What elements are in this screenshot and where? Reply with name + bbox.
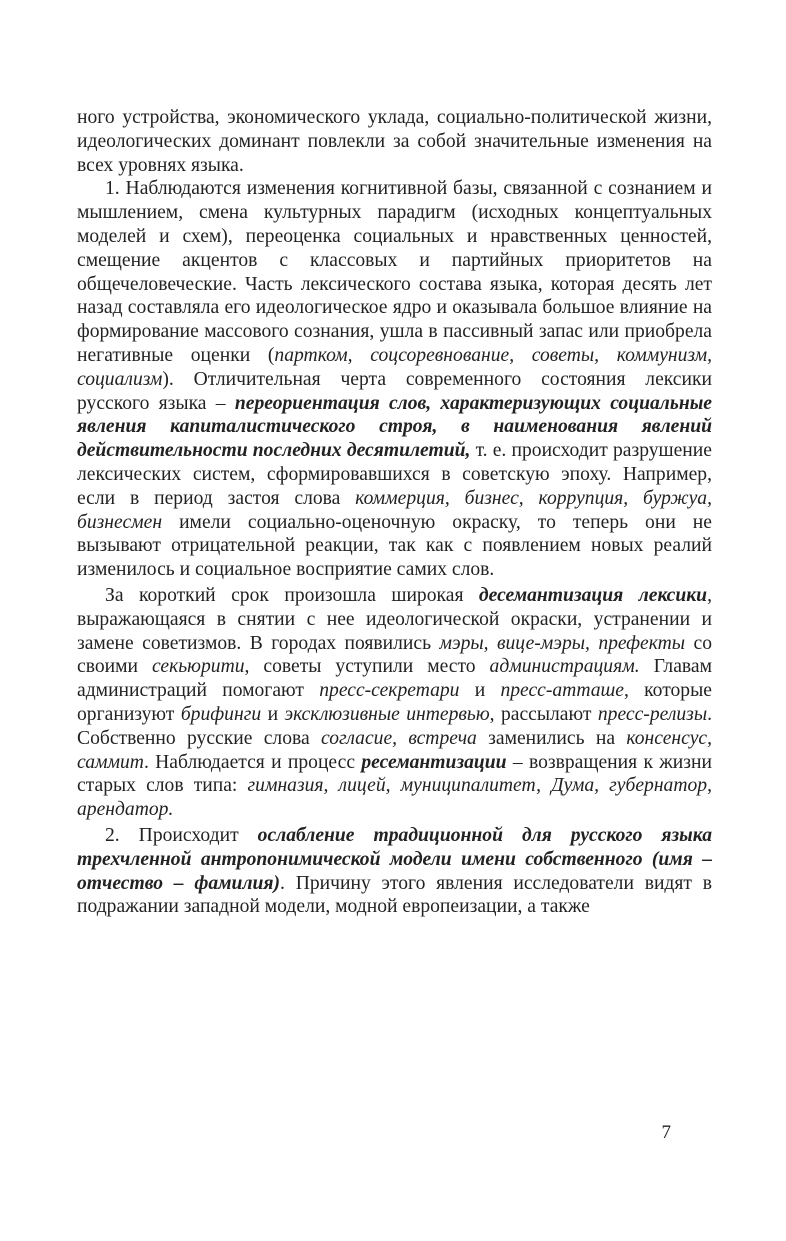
text-run: , которые организуют xyxy=(77,680,712,725)
text-run: заменились на xyxy=(476,727,627,749)
text-run: . Наблюдается и процесс xyxy=(143,751,362,773)
italic-term: мэры, вице-мэры, префекты xyxy=(439,632,686,654)
italic-term: секьюрити xyxy=(151,656,245,678)
italic-term: администрациям. xyxy=(489,656,640,678)
text-run: и xyxy=(459,680,501,702)
text-run: ). Отличительная черта современного состояния лексики русского языка – xyxy=(77,368,712,414)
italic-term: пресс-секретари xyxy=(319,680,460,702)
bold-italic-term: десемантизация лексики xyxy=(478,584,708,606)
italic-term: пресс-атташе xyxy=(500,680,625,702)
italic-term: эксклюзивные интервью xyxy=(284,703,490,725)
paragraph-intro xyxy=(77,106,712,177)
text-run: имели социально-оценочную окраску, то теперь они не вызывают отрицательной реакции, так как с появлением новых реалий изменилось и социальное восприятие самих слов. xyxy=(77,511,712,581)
italic-term: консенсус, саммит xyxy=(77,727,712,773)
text-run: , выражающаяся в снятии с нее идеологической окраски, устранении и замене советизмов. В городах появились xyxy=(77,584,712,654)
text-run: 2. Происходит xyxy=(105,824,258,846)
text-run: ного устройства, экономического уклада, социально-политической жизни, идеологических доминант повлекли за собой значительные изменения на всех уровнях языка. xyxy=(77,107,712,176)
paragraph-2 xyxy=(77,584,712,822)
text-run: . Причину этого явления исследователи видят в подражании западной модели, модной европеизации, а также xyxy=(77,872,712,918)
text-run: и xyxy=(261,703,285,725)
italic-term: согласие, встреча xyxy=(321,727,477,749)
text-run: . Собственно русские слова xyxy=(77,703,712,749)
paragraph-1 xyxy=(77,177,712,582)
italic-term: пресс-релизы xyxy=(597,703,708,725)
italic-term: гимназия, лицей, муниципалитет, Дума, губернатор, арендатор. xyxy=(77,775,712,821)
text-run: , рассылают xyxy=(489,703,598,725)
text-run: , советы уступили место xyxy=(244,656,490,678)
bold-italic-term: переориентация слов, характеризующих социальные явления капиталистического строя, в наименования явлений действительности последних десятилетий, xyxy=(77,392,712,462)
text-run: – возвращения к жизни старых слов типа: xyxy=(77,751,713,797)
italic-term: коммерция, бизнес, коррупция, буржуа, бизнесмен xyxy=(77,487,713,533)
page-body xyxy=(77,106,712,919)
text-run: со своими xyxy=(77,632,712,678)
text-run: т. е. происходит разрушение лексических систем, сформировавшихся в советскую эпоху. Например, если в период застоя слова xyxy=(77,440,712,509)
italic-term: партком, соцсоревнование, советы, коммунизм, социализм xyxy=(77,344,712,390)
text-run: 1. Наблюдаются изменения когнитивной базы, связанной с сознанием и мышлением, смена культурных парадигм (исходных концептуальных моделей и схем), переоценка социальных и нравственных ценностей, смещение акцентов с классовых и партийных приоритетов на общечеловеческие. Часть лексического состава языка, которая десять лет назад составляла его идеологическое ядро и оказывала большое влияние на формирование массового сознания, ушла в пассивный запас или приобрела негативные оценки ( xyxy=(77,178,712,366)
bold-italic-term: ресемантизации xyxy=(361,751,507,773)
text-run: Главам администраций помогают xyxy=(77,656,712,702)
page-number: 7 xyxy=(661,1122,671,1143)
italic-term: брифинги xyxy=(180,703,262,725)
bold-italic-term: ослабление традиционной для русского языка трехчленной антропонимической модели имени собственного (имя – отчество – фамилия) xyxy=(77,824,713,894)
paragraph-3 xyxy=(77,824,712,919)
text-run: За короткий срок произошла широкая xyxy=(105,584,479,606)
